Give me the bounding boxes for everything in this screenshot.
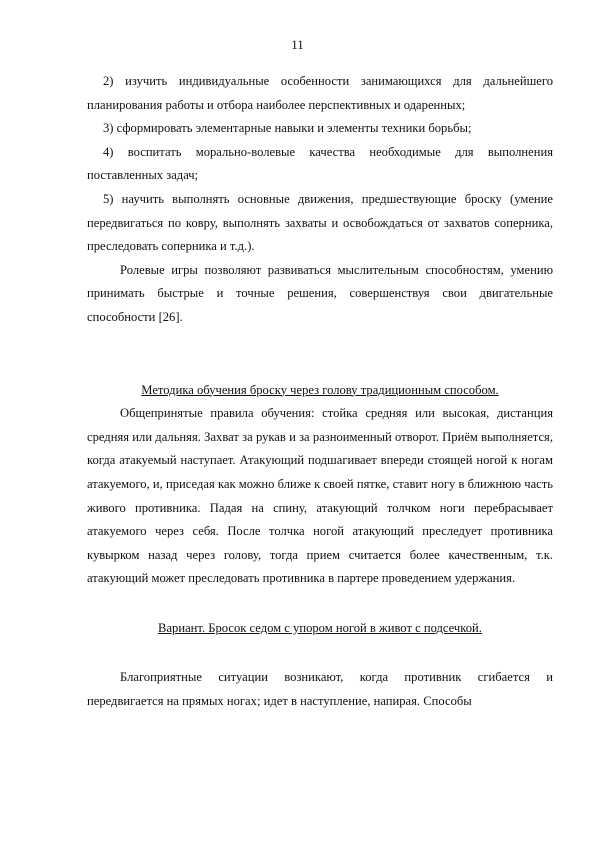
spacer [87,330,553,379]
section-heading-variant: Вариант. Бросок седом с упором ногой в живот с подсечкой. [158,620,482,635]
list-item-2: 2) изучить индивидуальные особенности занимающихся для дальнейшего планирования работы и отбора наиболее перспективных и одаренных; [87,74,553,112]
paragraph-method: Общепринятые правила обучения: стойка средняя или высокая, дистанция средняя или дальняя. Захват за рукав и за разноименный отворот. Приём выполняется, когда атакуемый наступает. Атакующий подшагивает впереди стоящей ногой к ногам атакуемого, и, приседая как можно ближе к своей пятке, ставит ногу в ближнюю часть живого противника. Падая на спину, атакующий толчком ноги перебрасывает атакуемого через себя. После толчка ногой атакующий преследует противника кувырком назад через голову, тогда прием считается более качественным, т.к. атакующий может преследовать противника в партере проведением удержания. [87,406,553,586]
spacer [87,591,553,617]
section-heading-method: Методика обучения броску через голову традиционным способом. [141,382,499,397]
list-item-4: 4) воспитать морально-волевые качества необходимые для выполнения поставленных задач; [87,144,553,183]
list-item-5: 5) научить выполнять основные движения, предшествующие броску (умение передвигаться по ковру, выполнять захваты и освобождаться от захватов соперника, преследовать соперника и т.д.). [87,191,553,254]
page-number: 11 [291,37,304,52]
paragraph-variant: Благоприятные ситуации возникают, когда противник сгибается и передвигается на прямых ногах; идет в наступление, напирая. Способы [87,670,553,709]
paragraph-role-games: Ролевые игры позволяют развиваться мыслительным способностям, умению принимать быстрые и точные решения, совершенствуя свои двигательные способности [26]. [87,262,553,324]
list-item-3: 3) сформировать элементарные навыки и элементы техники борьбы; [103,121,472,136]
document-body [87,70,553,714]
spacer [87,640,553,666]
